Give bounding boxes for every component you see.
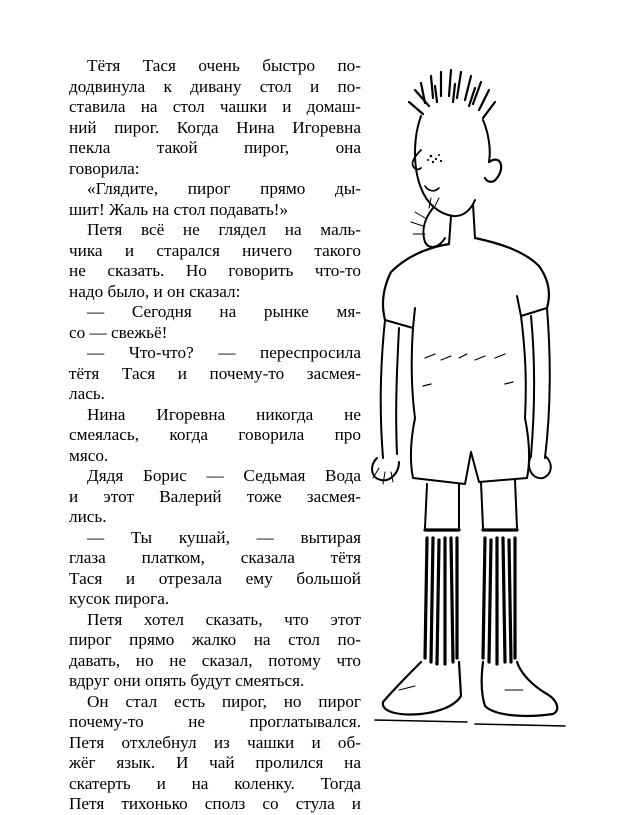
text-line: «Глядите, пирог прямо ды-: [87, 179, 361, 198]
shirt-hatching: [423, 354, 513, 386]
text-line: — Что-что? — переспросила: [87, 343, 361, 362]
text-line: пекла такой пирог, она: [69, 138, 361, 157]
text-line: Петя отхлебнул из чашки и об-: [69, 732, 361, 752]
freckles: [427, 154, 442, 163]
text-line: лась.: [69, 384, 105, 403]
sock-scribbles: [425, 530, 517, 664]
text-line: со — свежьё!: [69, 322, 168, 342]
hair-strokes: [409, 70, 495, 118]
text-line: почему-то не проглатывался.: [69, 712, 361, 731]
text-line: Он стал есть пирог, но пирог: [87, 691, 361, 711]
text-line: Нина Игоревна никогда не: [87, 404, 361, 424]
text-line: кусок пирога.: [69, 589, 170, 608]
text-line: — Ты кушай, — вытирая: [87, 527, 361, 547]
text-line: Тётя Тася очень быстро по-: [87, 56, 361, 75]
text-line: ний пирог. Когда Нина Игоревна: [69, 117, 361, 137]
text-line: чика и старался ничего такого: [69, 240, 361, 260]
text-line: глаза платком, сказала тётя: [69, 548, 361, 567]
text-line: смеялась, когда говорила про: [69, 425, 361, 444]
text-line: ставила на стол чашки и домаш-: [69, 97, 361, 116]
text-line: Петя хотел сказать, что этот: [87, 609, 361, 629]
text-line: шит! Жаль на стол подавать!»: [69, 199, 289, 219]
text-line: Тася и отрезала ему большой: [69, 568, 361, 588]
text-line: тётя Тася и почему-то засмея-: [69, 363, 361, 383]
text-line: Дядя Борис — Седьмая Вода: [87, 466, 361, 485]
text-line: пирог прямо жалко на стол по-: [69, 630, 361, 649]
text-line: Петя всё не глядел на маль-: [87, 220, 361, 239]
boy-illustration: [355, 58, 570, 748]
text-line: надо было, и он сказал:: [69, 281, 241, 301]
text-line: мясо.: [69, 445, 109, 465]
text-line: Петя тихонько сполз со стула и: [69, 794, 361, 813]
text-line: скатерть и на коленку. Тогда: [69, 773, 361, 793]
text-line: вдруг они опять будут смеяться.: [69, 671, 305, 690]
text-line: — Сегодня на рынке мя-: [87, 302, 361, 321]
text-line: додвинула к дивану стол и по-: [69, 76, 361, 96]
text-line: и этот Валерий тоже засмея-: [69, 486, 361, 506]
text-line: жёг язык. И чай пролился на: [69, 753, 361, 772]
text-line: говорила:: [69, 158, 140, 178]
story-text-column: [69, 56, 361, 815]
text-line: давать, но не сказал, потому что: [69, 650, 361, 670]
text-line: лись.: [69, 507, 107, 526]
text-line: не сказать. Но говорить что-то: [69, 261, 361, 280]
